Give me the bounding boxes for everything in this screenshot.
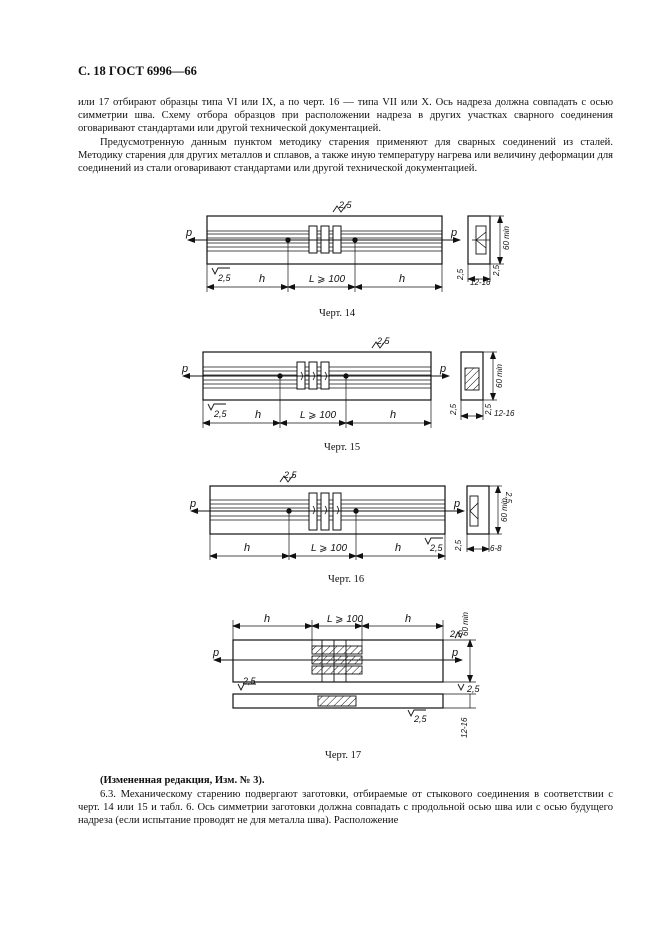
paragraph-continuation: или 17 отбирают образцы типа VI или IX, а по черт. 16 — типа VII или X. Ось надреза должна совпадать с осью симметрии шва. Схему отбора образцов при расположении надреза в других участках сварного соединения оговаривают стандартами или другой технической документацией. (78, 97, 613, 135)
amendment-note: (Измененная редакция, Изм. № 3). (100, 775, 265, 786)
fig17-dim-60-label: 60 min (461, 611, 470, 636)
fig16-p-right: p (454, 498, 461, 510)
paragraph-6-3: 6.3. Механическому старению подвергают заготовки, отбираемые от стыкового соединения в соответствии с черт. 14 или 15 и табл. 6. Ось симметрии заготовки должна совпадать с продольной осью шва или с осью будущего надреза (если испытание проводят не для металла шва). Расположение (78, 789, 613, 827)
fig15-h-right: h (390, 409, 397, 421)
fig17-caption: Черт. 17 (325, 750, 362, 761)
fig16-p-left: p (190, 498, 197, 510)
fig16-h-left: h (244, 542, 251, 554)
fig14-dim-side: 2,5 (492, 264, 501, 276)
paragraph-aging-method: Предусмотренную данным пунктом методику старения применяют для сварных соединений из сталей. Методику старения для других металлов и сплавов, а также иную температуру нагрева или величину деформации для соединений из стали оговаривают стандартами или другой технической документацией. (78, 137, 613, 175)
figure-17 (214, 620, 476, 716)
fig17-rough-top: 2,5 (450, 629, 463, 639)
fig17-rough-bottom: 2,5 (414, 714, 427, 724)
fig17-dim-thick-label: 12-16 (460, 717, 469, 738)
fig17-h-left: h (264, 613, 271, 625)
fig17-p-left: p (213, 647, 220, 659)
fig14-h-left: h (259, 273, 266, 285)
fig15-rough-top: 2,5 (377, 336, 390, 346)
fig16-h-right: h (395, 542, 402, 554)
fig17-L: L ⩾ 100 (327, 614, 364, 625)
fig14-caption: Черт. 14 (319, 308, 356, 319)
fig14-rough-top: 2,5 (339, 200, 352, 210)
fig14-L: L ⩾ 100 (309, 274, 346, 285)
fig17-rough-right: 2,5 (467, 684, 480, 694)
fig15-p-right: p (440, 363, 447, 375)
fig16-dim-60-label: 60 min (500, 497, 509, 522)
fig14-section-weld (472, 232, 490, 248)
page-header: С. 18 ГОСТ 6996—66 (78, 64, 197, 78)
fig17-rough-mid: 2,5 (243, 676, 256, 686)
fig14-rough-bottom: 2,5 (218, 273, 231, 283)
fig15-rough-bottom: 2,5 (214, 409, 227, 419)
fig16-caption: Черт. 16 (328, 574, 365, 585)
fig15-dim-60-label: 60 min (495, 363, 504, 388)
fig15-rough-side: 2,5 (449, 403, 458, 415)
fig14-dim-60-label: 60 min (502, 225, 511, 250)
fig15-dim-thick-label: 12-16 (494, 409, 515, 418)
fig16-labels (189, 470, 513, 554)
fig17-specimens-hatched (312, 640, 362, 706)
fig17-h-right: h (405, 613, 412, 625)
fig16-dim-thick-label: 6-8 (490, 544, 502, 553)
fig14-p-left: p (186, 227, 193, 239)
fig15-section-hatch (465, 368, 479, 390)
fig14-labels (185, 200, 511, 287)
fig16-rough-bottom: 2,5 (430, 543, 443, 553)
fig15-caption: Черт. 15 (324, 442, 361, 453)
fig16-dim-side: 2,5 (504, 492, 513, 504)
fig16-rough-top: 2,5 (284, 470, 297, 480)
fig14-rough-side: 2,5 (456, 268, 465, 280)
fig14-h-right: h (399, 273, 406, 285)
fig15-L: L ⩾ 100 (300, 410, 337, 421)
fig17-p-right: p (452, 647, 459, 659)
fig16-rough-side: 2,5 (454, 539, 463, 551)
fig15-h-left: h (255, 409, 262, 421)
fig15-dim-side: 2,5 (484, 403, 493, 415)
fig14-p-right: p (451, 227, 458, 239)
fig14-dim-thick-label: 12-16 (470, 278, 491, 287)
fig16-L: L ⩾ 100 (311, 543, 348, 554)
fig15-p-left: p (182, 363, 189, 375)
